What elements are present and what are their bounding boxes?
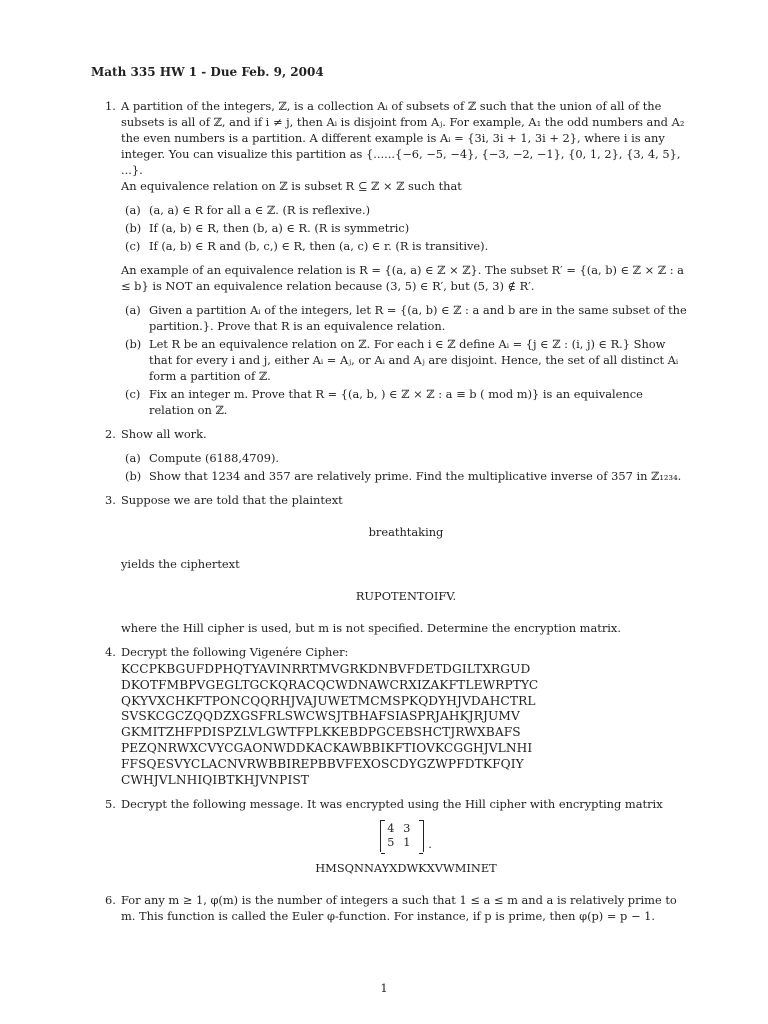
list-item <box>125 302 691 334</box>
problem-4 <box>91 644 691 788</box>
cipher-line: GKMITZHFPDISPZLVLGWTFPLKKEBDPGCEBSHCTJRWXBAFS <box>121 725 521 740</box>
list-item <box>125 336 691 384</box>
problem-number: 4. <box>105 645 116 659</box>
list-item <box>125 202 691 218</box>
problem-3 <box>91 492 691 636</box>
problem-1 <box>91 98 691 418</box>
document-page <box>91 64 691 932</box>
item-text: Fix an integer m. Prove that R = {(a, b, ) ∈ ℤ × ℤ : a ≡ b ( mod m)} is an equivalence relation on ℤ. <box>149 387 643 417</box>
matrix-period: . <box>428 837 432 852</box>
item-text: Compute (6188,4709). <box>149 451 280 465</box>
matrix-brackets <box>380 820 424 852</box>
item-label: (c) <box>125 387 141 401</box>
problem-5 <box>91 796 691 876</box>
problem-number: 6. <box>105 893 116 908</box>
problem-text: An equivalence relation on ℤ is subset R ⊆ ℤ × ℤ such that <box>121 179 462 193</box>
item-label: (a) <box>125 303 141 317</box>
ciphertext: RUPOTENTOIFV. <box>355 589 457 603</box>
property-list <box>121 202 691 254</box>
item-text: (a, a) ∈ R for all a ∈ ℤ. (R is reflexive.) <box>149 203 371 217</box>
problem-text: where the Hill cipher is used, but m is not specified. Determine the encryption matrix. <box>121 621 621 635</box>
problem-text: For any m ≥ 1, φ(m) is the number of integers a such that 1 ≤ a ≤ m and a is relatively prime to m. This function is called the Euler φ-function. For instance, if p is prime, then φ(p) = p − 1. <box>121 893 677 924</box>
list-item <box>125 386 691 418</box>
matrix-entry: 4 <box>387 822 395 836</box>
item-text: If (a, b) ∈ R, then (b, a) ∈ R. (R is symmetric) <box>149 221 410 235</box>
problem-text: Decrypt the following Vigenére Cipher: <box>121 645 349 659</box>
problem-number: 1. <box>105 99 116 113</box>
item-text: Let R be an equivalence relation on ℤ. For each i ∈ ℤ define Aᵢ = {j ∈ ℤ : (i, j) ∈ R.} Show that for every i and j, either Aᵢ = Aⱼ, or Aᵢ and Aⱼ are disjoint. Hence, the set of all distinct Aᵢ form a partition of ℤ. <box>149 337 679 383</box>
problem-2 <box>91 426 691 484</box>
item-label: (b) <box>125 221 142 235</box>
cipher-line: DKOTFMBPVGEGLTGCKQRACQCWDNAWCRXIZAKFTLEWRPTYC <box>121 677 539 692</box>
item-label: (b) <box>125 469 142 483</box>
problem-text: Show all work. <box>121 427 207 441</box>
matrix-entry: 3 <box>403 822 411 836</box>
item-text: Show that 1234 and 357 are relatively prime. Find the multiplicative inverse of 357 in ℤ₁₂₃₄. <box>149 469 682 483</box>
problem-text: yields the ciphertext <box>121 557 240 571</box>
problem-number: 3. <box>105 493 116 507</box>
cipher-line: PEZQNRWXCVYCGAONWDDKACKAWBBIKFTIOVKCGGHJVLNHI <box>121 740 533 755</box>
item-label: (c) <box>125 239 141 253</box>
vigenere-ciphertext <box>121 662 691 788</box>
cipher-line: QKYVXCHKFTPONCQQRHJVAJUWETMCMSPKQDYHJVDAHCTRL <box>121 693 536 708</box>
subproblem-list <box>121 450 691 484</box>
item-label: (a) <box>125 451 141 465</box>
hill-ciphertext: HMSQNNAYXDWKXVWMINET <box>315 861 497 876</box>
plaintext: breathtaking <box>368 525 444 539</box>
cipher-line: FFSQESVYCLACNVRWBBIREPBBVFEXOSCDYGZWPFDTKFQIY <box>121 756 524 771</box>
problem-6 <box>91 892 691 924</box>
item-label: (b) <box>125 337 142 351</box>
page-number: 1 <box>380 981 388 995</box>
cipher-line: CWHJVLNHIQIBTKHJVNPIST <box>121 772 310 787</box>
problem-text: Decrypt the following message. It was encrypted using the Hill cipher with encrypting matrix <box>121 797 663 812</box>
subproblem-list <box>121 302 691 418</box>
problem-text: An example of an equivalence relation is R = {(a, a) ∈ ℤ × ℤ}. The subset R′ = {(a, b) ∈ ℤ × ℤ : a ≤ b} is NOT an equivalence relation because (3, 5) ∈ R′, but (5, 3) ∉ R′. <box>121 263 684 293</box>
cipher-line: SVSKCGCZQQDZXGSFRLSWCWSJTBHAFSIASPRJAHKJRJUMV <box>121 709 520 724</box>
problem-text: Suppose we are told that the plaintext <box>121 493 343 507</box>
list-item <box>125 220 691 236</box>
encryption-matrix <box>121 820 691 852</box>
problem-number: 5. <box>105 797 116 812</box>
problem-number: 2. <box>105 427 116 441</box>
cipher-line: KCCPKBGUFDPHQTYAVINRRTMVGRKDNBVFDETDGILTXRGUD <box>121 662 531 676</box>
list-item <box>125 468 691 484</box>
matrix-entry: 5 <box>387 836 395 850</box>
page-title: Math 335 HW 1 - Due Feb. 9, 2004 <box>91 65 324 79</box>
item-text: Given a partition Aᵢ of the integers, let R = {(a, b) ∈ ℤ : a and b are in the same subset of the partition.}. Prove that R is an equivalence relation. <box>149 303 687 333</box>
item-text: If (a, b) ∈ R and (b, c,) ∈ R, then (a, c) ∈ r. (R is transitive). <box>149 239 489 253</box>
item-label: (a) <box>125 203 141 217</box>
problem-text: A partition of the integers, ℤ, is a collection Aᵢ of subsets of ℤ such that the union of all of the subsets is all of ℤ, and if i ≠ j, then Aᵢ is disjoint from Aⱼ. For example, A₁ the odd numbers and A₂ the even numbers is a partition. A different example is Aᵢ = {3i, 3i + 1, 3i + 2}, where i is any integer. You can visualize this partition as {......{−6, −5, −4}, {−3, −2, −1}, {0, 1, 2}, {3, 4, 5}, ...}. <box>121 99 685 177</box>
list-item <box>125 450 691 466</box>
list-item <box>125 238 691 254</box>
matrix-entry: 1 <box>403 836 411 850</box>
